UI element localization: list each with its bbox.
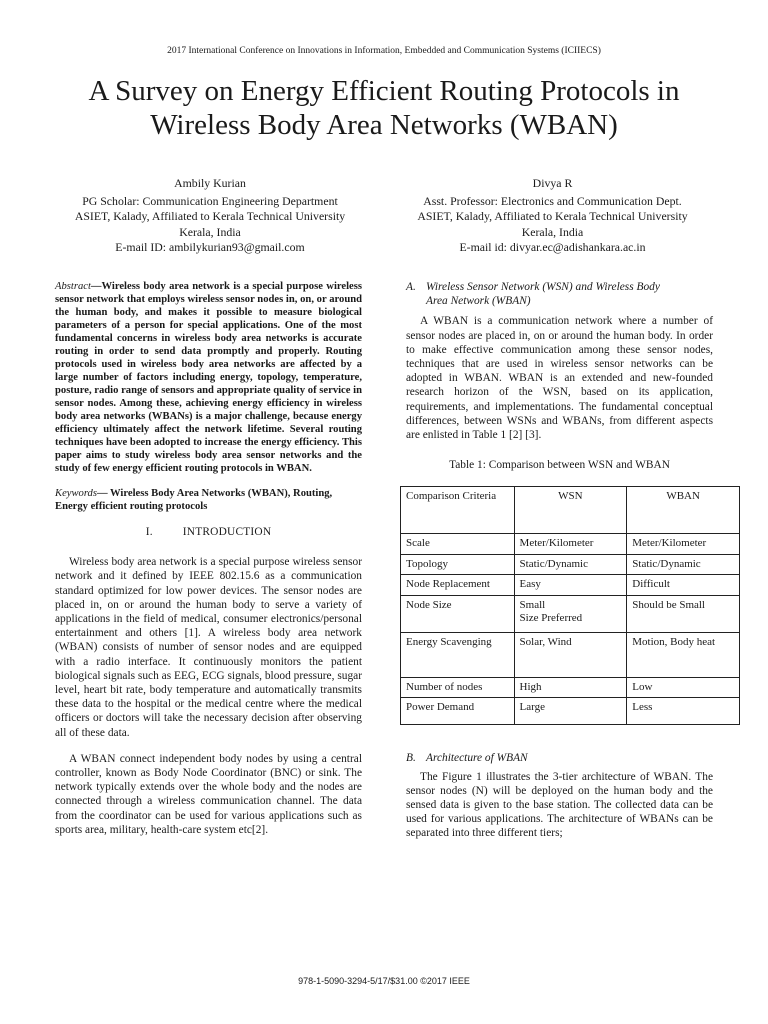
table-header-cell: Comparison Criteria (401, 487, 515, 534)
table-cell: Static/Dynamic (627, 554, 740, 575)
abstract-text: —Wireless body area network is a special purpose wireless sensor network that employs wireless sensor nodes in, on, or around the human body, and makes it possible to measure biological parameters of a person for special applications. One of the most fundamental concerns in wireless body area networks is accurate routing in order to send data promptly and properly. Routing protocols used in wireless body area networks are affected by a large number of factors including energy, topology, temperature, posture, radio range of sensors and appropriate quality of service in sensor nodes. Among these, achieving energy efficiency in wireless body area networks (WBANs) is a major challenge, because energy efficiency ultimately affect the network lifetime. Several routing techniques have been adopted to increase the energy efficiency. This paper aims to study wireless body area sensor networks and the study of few energy efficient routing protocols in WBAN. (55, 281, 362, 474)
table-cell: Number of nodes (401, 677, 515, 698)
table-cell: Node Replacement (401, 575, 515, 596)
table-cell: Static/Dynamic (514, 554, 627, 575)
conference-header: 2017 International Conference on Innovations in Information, Embedded and Communication Systems (ICIIECS) (167, 46, 601, 56)
table-row (401, 595, 740, 632)
table-cell: Meter/Kilometer (514, 534, 627, 555)
author-affiliation-line: ASIET, Kalady, Affiliated to Kerala Technical University (74, 209, 346, 223)
section-title: INTRODUCTION (182, 526, 272, 538)
table-cell: Power Demand (401, 698, 515, 725)
author-block-1 (45, 176, 375, 256)
author-email: E-mail ID: ambilykurian93@gmail.com (115, 240, 305, 254)
table-cell: High (514, 677, 627, 698)
abstract-label: Abstract (55, 281, 91, 292)
keywords-label: Keywords (55, 488, 97, 499)
subsection-letter: B. (406, 752, 416, 765)
table-header-cell: WBAN (627, 487, 740, 534)
subsection-heading-b (406, 751, 713, 765)
table-row (401, 575, 740, 596)
subsection-heading-a (406, 280, 713, 308)
comparison-table (400, 486, 740, 725)
paper-title: A Survey on Energy Efficient Routing Protocols in Wireless Body Area Networks (WBAN) (88, 75, 680, 141)
abstract (55, 280, 362, 475)
subsection-title-continued: Area Network (WBAN) (426, 295, 531, 308)
table-cell: Should be Small (627, 595, 740, 632)
author-affiliation-line: Asst. Professor: Electronics and Communication Dept. (423, 193, 682, 208)
table-cell: Large (514, 698, 627, 725)
table-caption: Table 1: Comparison between WSN and WBAN (449, 459, 670, 472)
table-cell: Small Size Preferred (514, 595, 627, 632)
body-paragraph: A WBAN is a communication network where a number of sensor nodes are placed in, on or around the human body. In order to make effective communication among these sensor nodes, techniques that are used in wireless sensor networks can be adopted in WBAN. WBAN is an extended and new-founded research horizon of the WSN, based on its application, requirements, and implementations. The fundamental conceptual differences, between WSNs and WBANs, from different aspects are enlisted in Table 1 [2] [3]. (406, 315, 713, 442)
table-row (401, 698, 740, 725)
subsection-title: Architecture of WBAN (426, 752, 528, 765)
author-affiliation-line: PG Scholar: Communication Engineering Department (82, 193, 338, 208)
table-row (401, 554, 740, 575)
table-cell: Easy (514, 575, 627, 596)
table-cell: Low (627, 677, 740, 698)
table-row (401, 677, 740, 698)
body-paragraph: Wireless body area network is a special purpose wireless sensor network and it defined by IEEE 802.15.6 as a communication standard optimized for low power devices. The sensor nodes are placed in, on or around the human body to serve a variety of applications in the field of medical, consumer electronics/personal entertainment and others [1]. A wireless body area network (WBAN) consists of number of sensor nodes and are equipped with a radio interface. It continuously monitors the patient biological signals such as EEG, ECG signals, blood pressure, sugar level, heart bit rate, body temperature and automatically transmits these data to the hospital or the medical centre where the medical officers or doctors will take the necessary decision after observing all of these data. (55, 556, 362, 739)
table-cell: Node Size (401, 595, 515, 632)
table-header-row (401, 487, 740, 534)
author-email: E-mail id: divyar.ec@adishankara.ac.in (459, 240, 646, 254)
table-cell: Meter/Kilometer (627, 534, 740, 555)
table-cell: Topology (401, 554, 515, 575)
body-paragraph: A WBAN connect independent body nodes by using a central controller, known as Body Node Coordinator (BNC) or sink. The network typically extends over the whole body and the nodes are connected through a wireless communication channel. The data from the coordinator can be used for various applications such as sports area, military, health-care system etc[2]. (55, 752, 362, 836)
author-affiliation-line: ASIET, Kalady, Affiliated to Kerala Technical University (417, 209, 688, 223)
table-cell: Motion, Body heat (627, 632, 740, 677)
table-header-cell: WSN (514, 487, 627, 534)
section-heading-introduction (55, 525, 362, 539)
subsection-letter: A. (406, 281, 416, 293)
author-affiliation-line: Kerala, India (521, 224, 584, 239)
left-column (55, 280, 362, 837)
table-cell: Solar, Wind (514, 632, 627, 677)
section-number: I. (145, 526, 153, 538)
author-block-2 (380, 176, 725, 256)
subsection-title: Wireless Sensor Network (WSN) and Wireless Body (426, 281, 660, 293)
keywords (55, 487, 362, 513)
author-name: Ambily Kurian (174, 176, 246, 190)
right-column (406, 280, 716, 841)
table-cell: Scale (401, 534, 515, 555)
table-cell: Difficult (627, 575, 740, 596)
body-paragraph: The Figure 1 illustrates the 3-tier architecture of WBAN. The sensor nodes (N) will be deployed on the human body and the sensed data is given to the base station. The collected data can be used for various applications. The architecture of WBANs can be separated into three different tiers; (406, 770, 713, 840)
table-cell: Less (627, 698, 740, 725)
table-row (401, 632, 740, 677)
table-row (401, 534, 740, 555)
author-name: Divya R (532, 176, 573, 190)
table-cell: Energy Scavenging (401, 632, 515, 677)
author-affiliation-line: Kerala, India (179, 224, 241, 239)
keywords-text: — Wireless Body Area Networks (WBAN), Routing, Energy efficient routing protocols (55, 488, 333, 512)
copyright-footer: 978-1-5090-3294-5/17/$31.00 ©2017 IEEE (298, 976, 470, 986)
